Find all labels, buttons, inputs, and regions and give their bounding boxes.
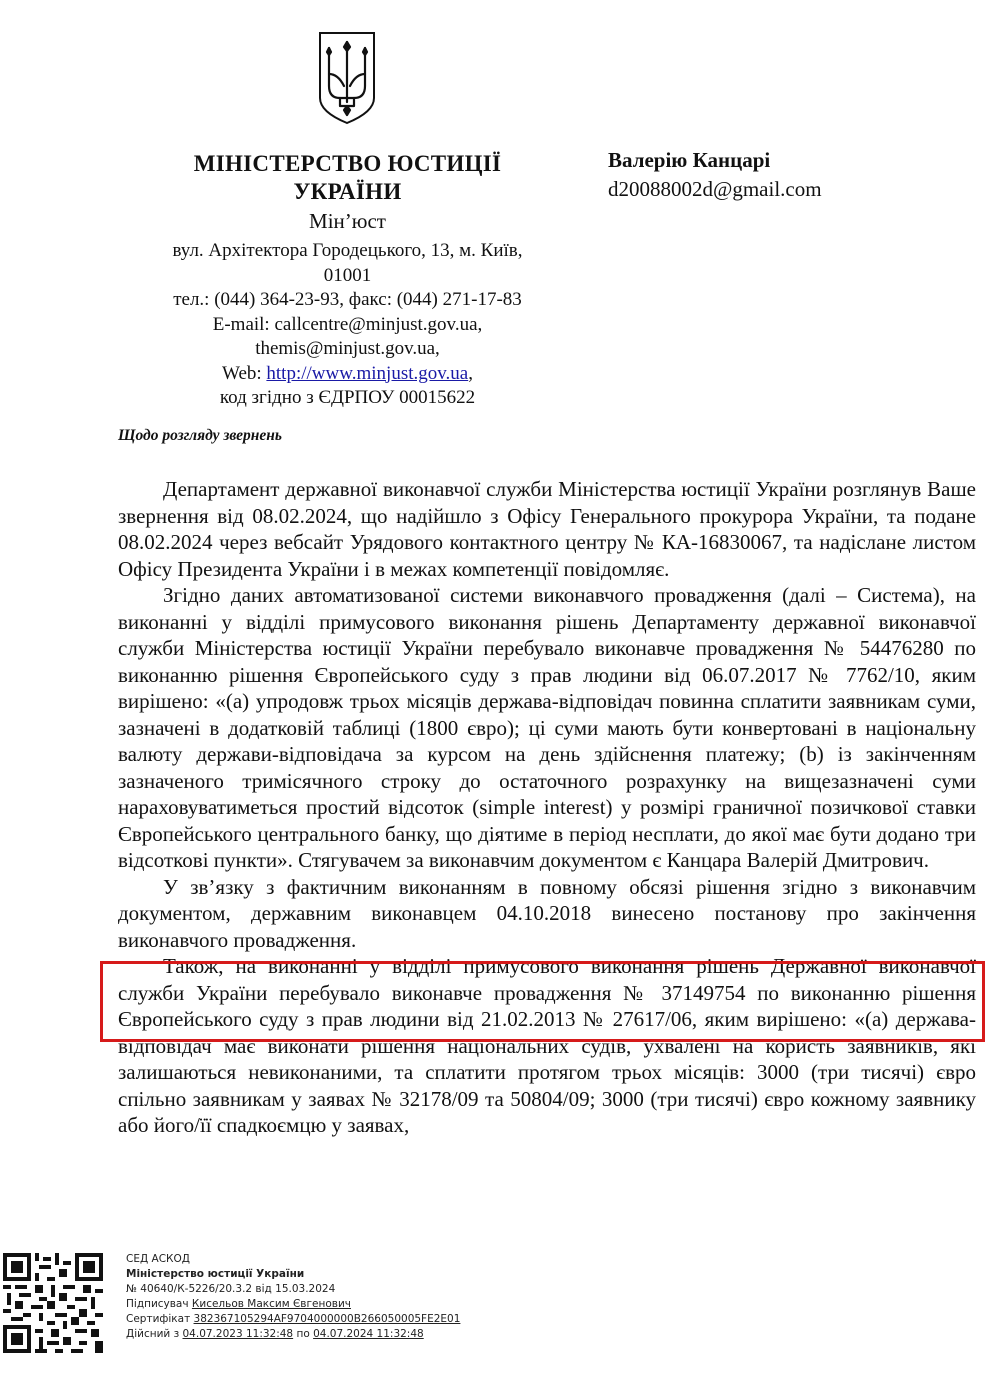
letter-subject: Щодо розгляду звернень — [118, 427, 282, 444]
ministry-address: вул. Архітектора Городецького, 13, м. Київ, 01001 — [172, 240, 523, 286]
recipient-block — [608, 146, 822, 204]
stamp-cert-label: Сертифікат — [126, 1313, 194, 1325]
stamp-cert-value: 382367105294AF9704000000B266050005FE2E01 — [193, 1313, 461, 1325]
qr-code-icon — [3, 1253, 103, 1353]
stamp-valid-to: 04.07.2024 11:32:48 — [313, 1328, 424, 1340]
coat-of-arms-trident-icon — [316, 30, 378, 125]
stamp-system: СЕД АСКОД — [126, 1253, 190, 1265]
body-paragraph-2: Згідно даних автоматизованої системи виконавчого провадження (далі – Система), на виконанні у відділі примусового виконання рішень Департаменту державної виконавчої служби Міністерства юстиції України перебувало виконавче провадження № 54476280 по виконанню рішення Європейського суду з прав людини від 06.07.2017 № 7762/10, яким вирішено: «(а) упродовж трьох місяців держава-відповідач повинна сплатити заявникам суми, зазначені в додатковій таблиці (1800 євро); ці суми мають бути конвертовані в національну валюту держави-відповідача за курсом на день здійснення платежу; (b) із закінченням зазначеного тримісячного строку до остаточного розрахунку на вищезазначені суми нараховуватиметься простий відсоток (simple interest) у розмірі граничної позичкової ставки Європейського центрального банку, що діятиме в період несплати, до якої має бути додано три відсоткові пункти». Стягувачем за виконавчим документом є Канцара Валерій Дмитрович. — [118, 583, 976, 872]
ministry-email-1: E-mail: callcentre@minjust.gov.ua, — [212, 313, 483, 335]
recipient-name: Валерію Канцарі — [608, 148, 771, 172]
ministry-letterhead — [150, 150, 545, 411]
stamp-valid-mid: по — [293, 1328, 314, 1340]
ministry-web — [150, 362, 545, 387]
stamp-signer — [126, 1297, 460, 1312]
web-suffix: , — [468, 362, 473, 384]
stamp-organization: Міністерство юстиції України — [126, 1268, 305, 1280]
ministry-email-2: themis@minjust.gov.ua, — [255, 338, 440, 359]
web-label: Web: — [222, 362, 267, 384]
stamp-cert — [126, 1312, 460, 1327]
stamp-valid-label: Дійсний з — [126, 1328, 183, 1340]
ministry-name: МІНІСТЕРСТВО ЮСТИЦІЇ УКРАЇНИ — [193, 151, 502, 204]
stamp-details — [126, 1252, 460, 1342]
recipient-email: d20088002d@gmail.com — [608, 177, 822, 201]
stamp-signer-name: Кисельов Максим Євгенович — [191, 1298, 351, 1310]
ministry-phones: тел.: (044) 364-23-93, факс: (044) 271-17-83 — [173, 289, 522, 310]
body-paragraph-1: Департамент державної виконавчої служби Міністерства юстиції України розглянув Ваше звернення від 08.02.2024, що надійшло з Офісу Генерального прокурора України, та подане 08.02.2024 через вебсайт Урядового контактного центру № КА-16830067, та надіслане листом Офісу Президента України і в межах компетенції повідомляє. — [118, 477, 976, 581]
stamp-validity — [126, 1327, 460, 1342]
highlight-frame — [100, 961, 985, 1042]
web-link[interactable]: http://www.minjust.gov.ua — [266, 362, 469, 384]
body-paragraph-4: Також, на виконанні у відділі примусового виконання рішень Державної виконавчої служби України перебувало виконавче провадження № 37149754 по виконанню рішення Європейського суду з прав людини від 21.02.2013 № 27617/06, яким вирішено: «(а) держава-відповідач має виконати рішення національних судів, ухвалені на користь заявників, які залишаються невиконаними, та сплатити протягом трьох місяців: 3000 (три тисячі) євро спільно заявникам у заявах № 32178/09 та 50804/09; 3000 (три тисячі) євро кожному заявнику або його/її спадкоємцю у заявах, — [118, 954, 976, 1137]
stamp-signer-label: Підписувач — [126, 1298, 192, 1310]
signature-stamp — [0, 1250, 999, 1360]
stamp-reg-number: № 40640/К-5226/20.3.2 від 15.03.2024 — [126, 1283, 336, 1295]
ministry-edrpou: код згідно з ЄДРПОУ 00015622 — [219, 387, 476, 408]
body-paragraph-3-highlighted: У зв’язку з фактичним виконанням в повному обсязі рішення згідно з виконавчим документом, державним виконавцем 04.10.2018 винесено постанову про закінчення виконавчого провадження. — [118, 874, 976, 952]
ministry-short-name: Мін’юст — [309, 209, 386, 233]
stamp-valid-from: 04.07.2023 11:32:48 — [182, 1328, 294, 1340]
ministry-contacts — [150, 239, 545, 411]
